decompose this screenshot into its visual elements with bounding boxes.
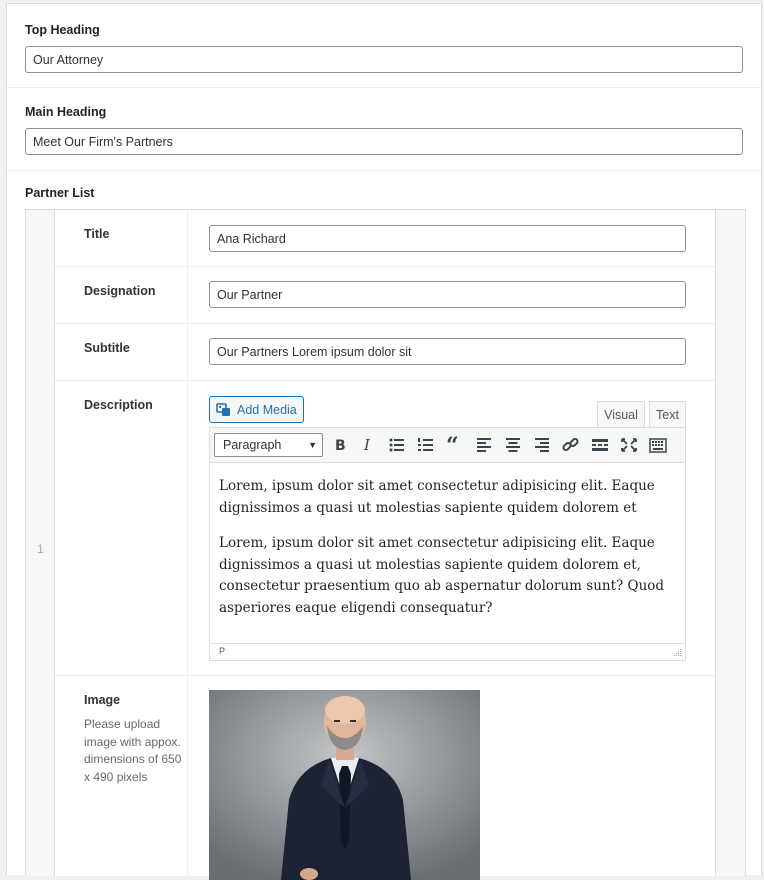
align-left-icon[interactable]	[474, 436, 494, 454]
tab-visual[interactable]: Visual	[597, 401, 645, 428]
media-icon	[216, 402, 232, 418]
field-main-heading	[7, 88, 761, 171]
editor-paragraph: Lorem, ipsum dolor sit amet consectetur adipisicing elit. Eaque dignissimos a quasi ut molestias sapiente quidem dolorem et	[219, 478, 655, 516]
top-heading-input[interactable]	[25, 46, 743, 73]
partner-list-label: Partner List	[25, 186, 95, 200]
designation-label: Designation	[84, 284, 156, 298]
title-input[interactable]	[209, 225, 686, 252]
label-column	[55, 676, 188, 876]
subtitle-input[interactable]	[209, 338, 686, 365]
italic-icon[interactable]	[358, 436, 378, 454]
editor-path-bar	[210, 643, 685, 660]
custom-fields-panel	[6, 3, 762, 875]
image-instructions: Please upload image with appox. dimensions of 650 x 490 pixels	[84, 717, 182, 784]
main-heading-label: Main Heading	[25, 105, 107, 119]
subfield-title	[55, 210, 715, 267]
label-column	[55, 210, 188, 266]
bold-icon[interactable]	[330, 436, 350, 454]
numbered-list-icon[interactable]	[416, 436, 436, 454]
main-heading-input[interactable]	[25, 128, 743, 155]
align-right-icon[interactable]	[532, 436, 552, 454]
subtitle-label: Subtitle	[84, 341, 130, 355]
label-column	[55, 381, 188, 675]
field-top-heading	[7, 4, 761, 88]
wysiwyg-editor	[209, 427, 686, 661]
editor-path: P	[219, 646, 226, 656]
editor-paragraph: Lorem, ipsum dolor sit amet consectetur adipisicing elit. Eaque dignissimos a quasi ut molestias sapiente quidem dolorem et, consectetur praesentium quo ab aspernatur dolorum sunt? Quod asperiores eaque eligendi consequatur?	[219, 535, 665, 616]
tab-text[interactable]: Text	[649, 401, 686, 428]
subfield-designation	[55, 267, 715, 324]
top-heading-label: Top Heading	[25, 23, 100, 37]
format-select[interactable]	[214, 433, 323, 457]
designation-input[interactable]	[209, 281, 686, 308]
add-media-button[interactable]	[209, 396, 304, 423]
add-media-label: Add Media	[237, 402, 297, 417]
chevron-down-icon: ▼	[308, 440, 317, 450]
subfield-description	[55, 381, 715, 676]
partner-row	[55, 210, 716, 876]
resize-grip-icon[interactable]	[674, 649, 682, 657]
bullet-list-icon[interactable]	[387, 436, 407, 454]
format-select-value: Paragraph	[223, 438, 282, 452]
row-actions-column	[716, 210, 745, 876]
subfield-image	[55, 676, 715, 876]
partner-portrait-image	[209, 690, 480, 880]
subfield-subtitle	[55, 324, 715, 381]
partner-photo[interactable]	[209, 690, 480, 880]
align-center-icon[interactable]	[503, 436, 523, 454]
label-column	[55, 267, 188, 323]
svg-text:“: “	[446, 436, 459, 454]
editor-toolbar	[210, 428, 685, 463]
row-index: 1	[37, 542, 44, 556]
read-more-icon[interactable]	[590, 436, 610, 454]
svg-text:I: I	[364, 436, 370, 454]
editor-content[interactable]	[210, 463, 685, 643]
label-column	[55, 324, 188, 380]
svg-text:B: B	[335, 438, 346, 454]
row-drag-handle[interactable]	[26, 210, 55, 876]
partner-list-repeater	[25, 209, 746, 876]
description-label: Description	[84, 398, 153, 412]
link-icon[interactable]	[561, 436, 581, 454]
toolbar-toggle-icon[interactable]	[648, 436, 668, 454]
fullscreen-icon[interactable]	[619, 436, 639, 454]
blockquote-icon[interactable]	[445, 436, 465, 454]
title-label: Title	[84, 227, 110, 241]
image-label: Image	[84, 693, 121, 707]
